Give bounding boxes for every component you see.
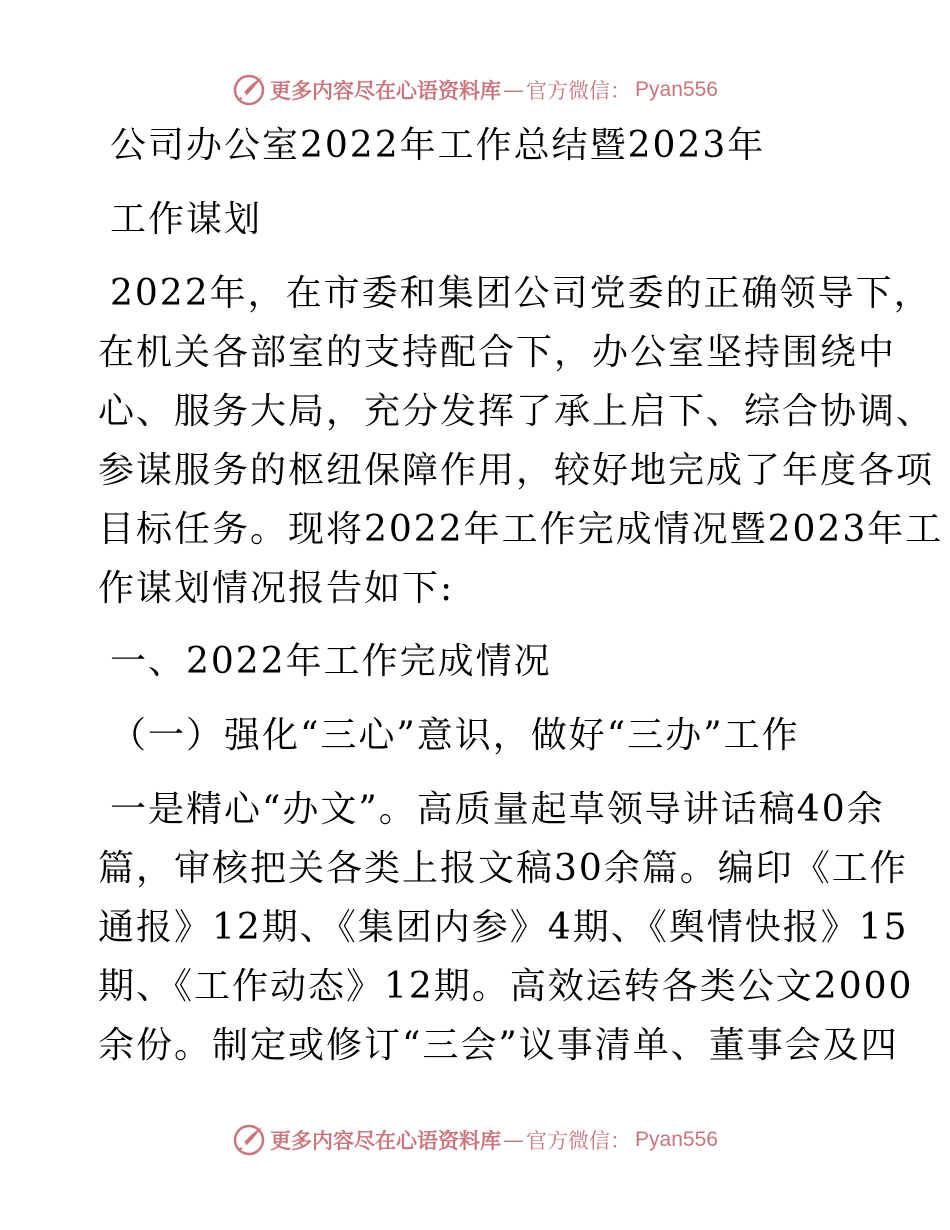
quill-circle-logo	[232, 1123, 266, 1157]
paragraph-line: 作谋划情况报告如下:	[98, 568, 455, 609]
watermark-main-text: 更多内容尽在心语资料库	[270, 1128, 502, 1153]
paragraph-line: 余份。制定或修订“三会”议事清单、董事会及四	[98, 1025, 899, 1066]
subsection-heading: （一）强化“三心”意识，做好“三办”工作	[110, 715, 800, 756]
watermark-footer	[0, 1120, 950, 1160]
paragraph-line: 目标任务。现将2022年工作完成情况暨2023年工	[98, 509, 944, 550]
doc-title-line-2: 工作谋划	[110, 199, 263, 240]
paragraph-line: 参谋服务的枢纽保障作用，较好地完成了年度各项	[98, 450, 935, 491]
paragraph-line: 在机关各部室的支持配合下，办公室坚持围绕中	[98, 332, 897, 373]
paragraph-line: 一是精心“办文”。高质量起草领导讲话稿40余	[110, 789, 885, 830]
paragraph-line: 篇，审核把关各类上报文稿30余篇。编印《工作	[98, 848, 908, 889]
paragraph-line: 期、《工作动态》12期。高效运转各类公文2000	[98, 966, 914, 1007]
watermark-wechat-id: Pyan556	[635, 1128, 718, 1151]
doc-title-line-1: 公司办公室2022年工作总结暨2023年	[110, 125, 766, 166]
watermark-main-text: 更多内容尽在心语资料库	[270, 78, 502, 103]
watermark-wechat-label: 官方微信：	[526, 79, 632, 103]
paragraph-line: 通报》12期、《集团内参》4期、《舆情快报》15	[98, 907, 909, 948]
quill-circle-logo	[232, 73, 266, 107]
watermark-dash: —	[503, 1128, 525, 1152]
watermark-wechat-id: Pyan556	[635, 78, 718, 101]
watermark-dash: —	[503, 78, 525, 102]
section-heading: 一、2022年工作完成情况	[110, 641, 552, 682]
watermark-wechat-label: 官方微信：	[526, 1129, 632, 1153]
paragraph-line: 2022年，在市委和集团公司党委的正确领导下，	[110, 273, 932, 314]
watermark-header	[0, 70, 950, 110]
paragraph-line: 心、服务大局，充分发挥了承上启下、综合协调、	[98, 391, 935, 432]
